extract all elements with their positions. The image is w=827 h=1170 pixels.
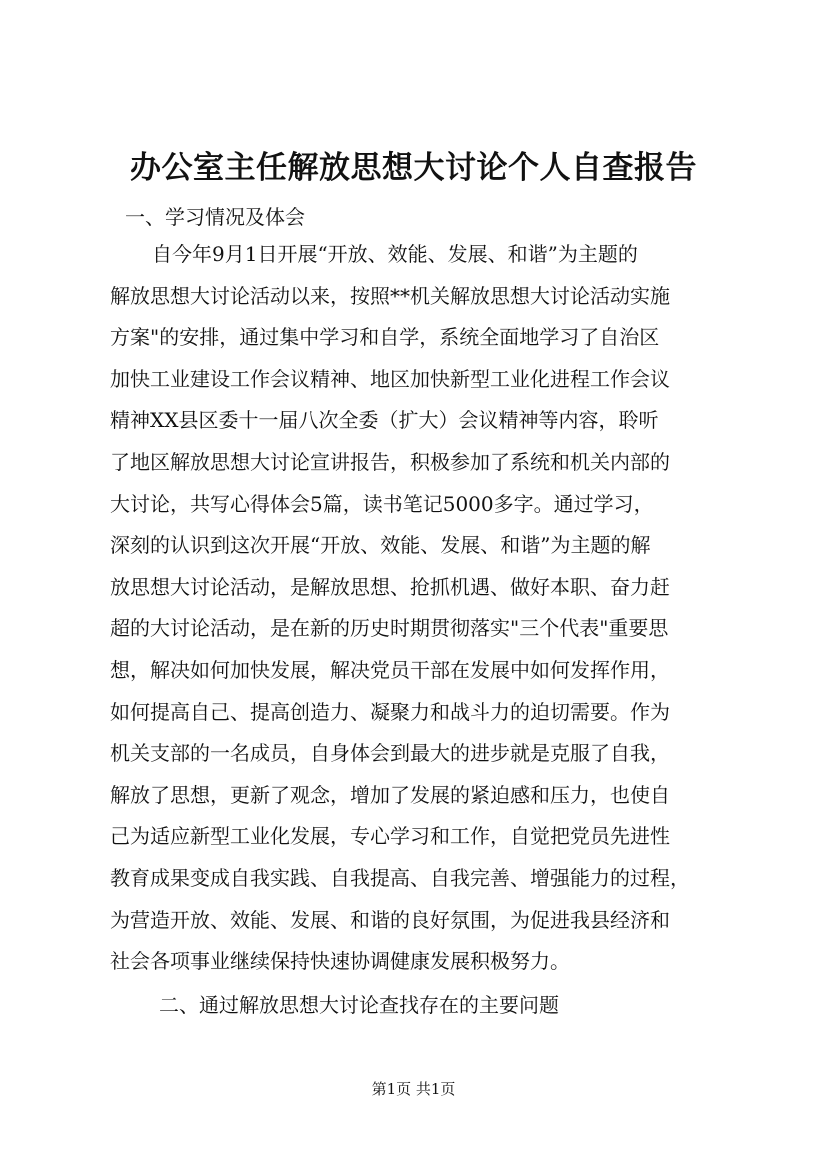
paragraph-line: 深刻的认识到这次开展“开放、效能、发展、和谐”为主题的解 bbox=[110, 533, 651, 558]
paragraph-line: 加快工业建设工作会议精神、地区加快新型工业化进程工作会议 bbox=[110, 366, 670, 391]
paragraph-line: 了地区解放思想大讨论宣讲报告，积极参加了系统和机关内部的 bbox=[110, 449, 670, 474]
paragraph-line: 解放了思想，更新了观念，增加了发展的紧迫感和压力，也使自 bbox=[110, 782, 670, 807]
paragraph-line: 解放思想大讨论活动以来，按照**机关解放思想大讨论活动实施 bbox=[110, 283, 670, 308]
paragraph-line: 社会各项事业继续保持快速协调健康发展积极努力。 bbox=[110, 949, 570, 974]
paragraph-line: 机关支部的一名成员，自身体会到最大的进步就是克服了自我， bbox=[110, 741, 670, 766]
paragraph-line: 大讨论，共写心得体会5篇，读书笔记5000多字。通过学习， bbox=[110, 491, 654, 516]
paragraph-line: 如何提高自己、提高创造力、凝聚力和战斗力的迫切需要。作为 bbox=[110, 699, 670, 724]
paragraph-line: 精神XX县区委十一届八次全委（扩大）会议精神等内容，聆听 bbox=[110, 408, 659, 433]
document-title: 办公室主任解放思想大讨论个人自查报告 bbox=[130, 150, 697, 186]
paragraph-line: 方案"的安排，通过集中学习和自学，系统全面地学习了自治区 bbox=[110, 325, 660, 350]
paragraph-line: 放思想大讨论活动，是解放思想、抢抓机遇、做好本职、奋力赶 bbox=[110, 574, 670, 599]
paragraph-line: 自今年9月1日开展“开放、效能、发展、和谐”为主题的 bbox=[152, 242, 638, 266]
body-paragraph bbox=[110, 234, 730, 983]
section-heading-1: 一、学习情况及体会 bbox=[125, 205, 305, 229]
page-footer: 第1页 共1页 bbox=[371, 1080, 456, 1098]
paragraph-line: 教育成果变成自我实践、自我提高、自我完善、增强能力的过程， bbox=[110, 865, 690, 890]
paragraph-line: 为营造开放、效能、发展、和谐的良好氛围，为促进我县经济和 bbox=[110, 907, 670, 932]
section-heading-2: 二、通过解放思想大讨论查找存在的主要问题 bbox=[159, 993, 559, 1017]
paragraph-line: 想，解决如何加快发展，解决党员干部在发展中如何发挥作用， bbox=[110, 657, 670, 682]
paragraph-line: 己为适应新型工业化发展，专心学习和工作，自觉把党员先进性 bbox=[110, 824, 670, 849]
paragraph-line: 超的大讨论活动，是在新的历史时期贯彻落实"三个代表"重要思 bbox=[110, 616, 669, 641]
